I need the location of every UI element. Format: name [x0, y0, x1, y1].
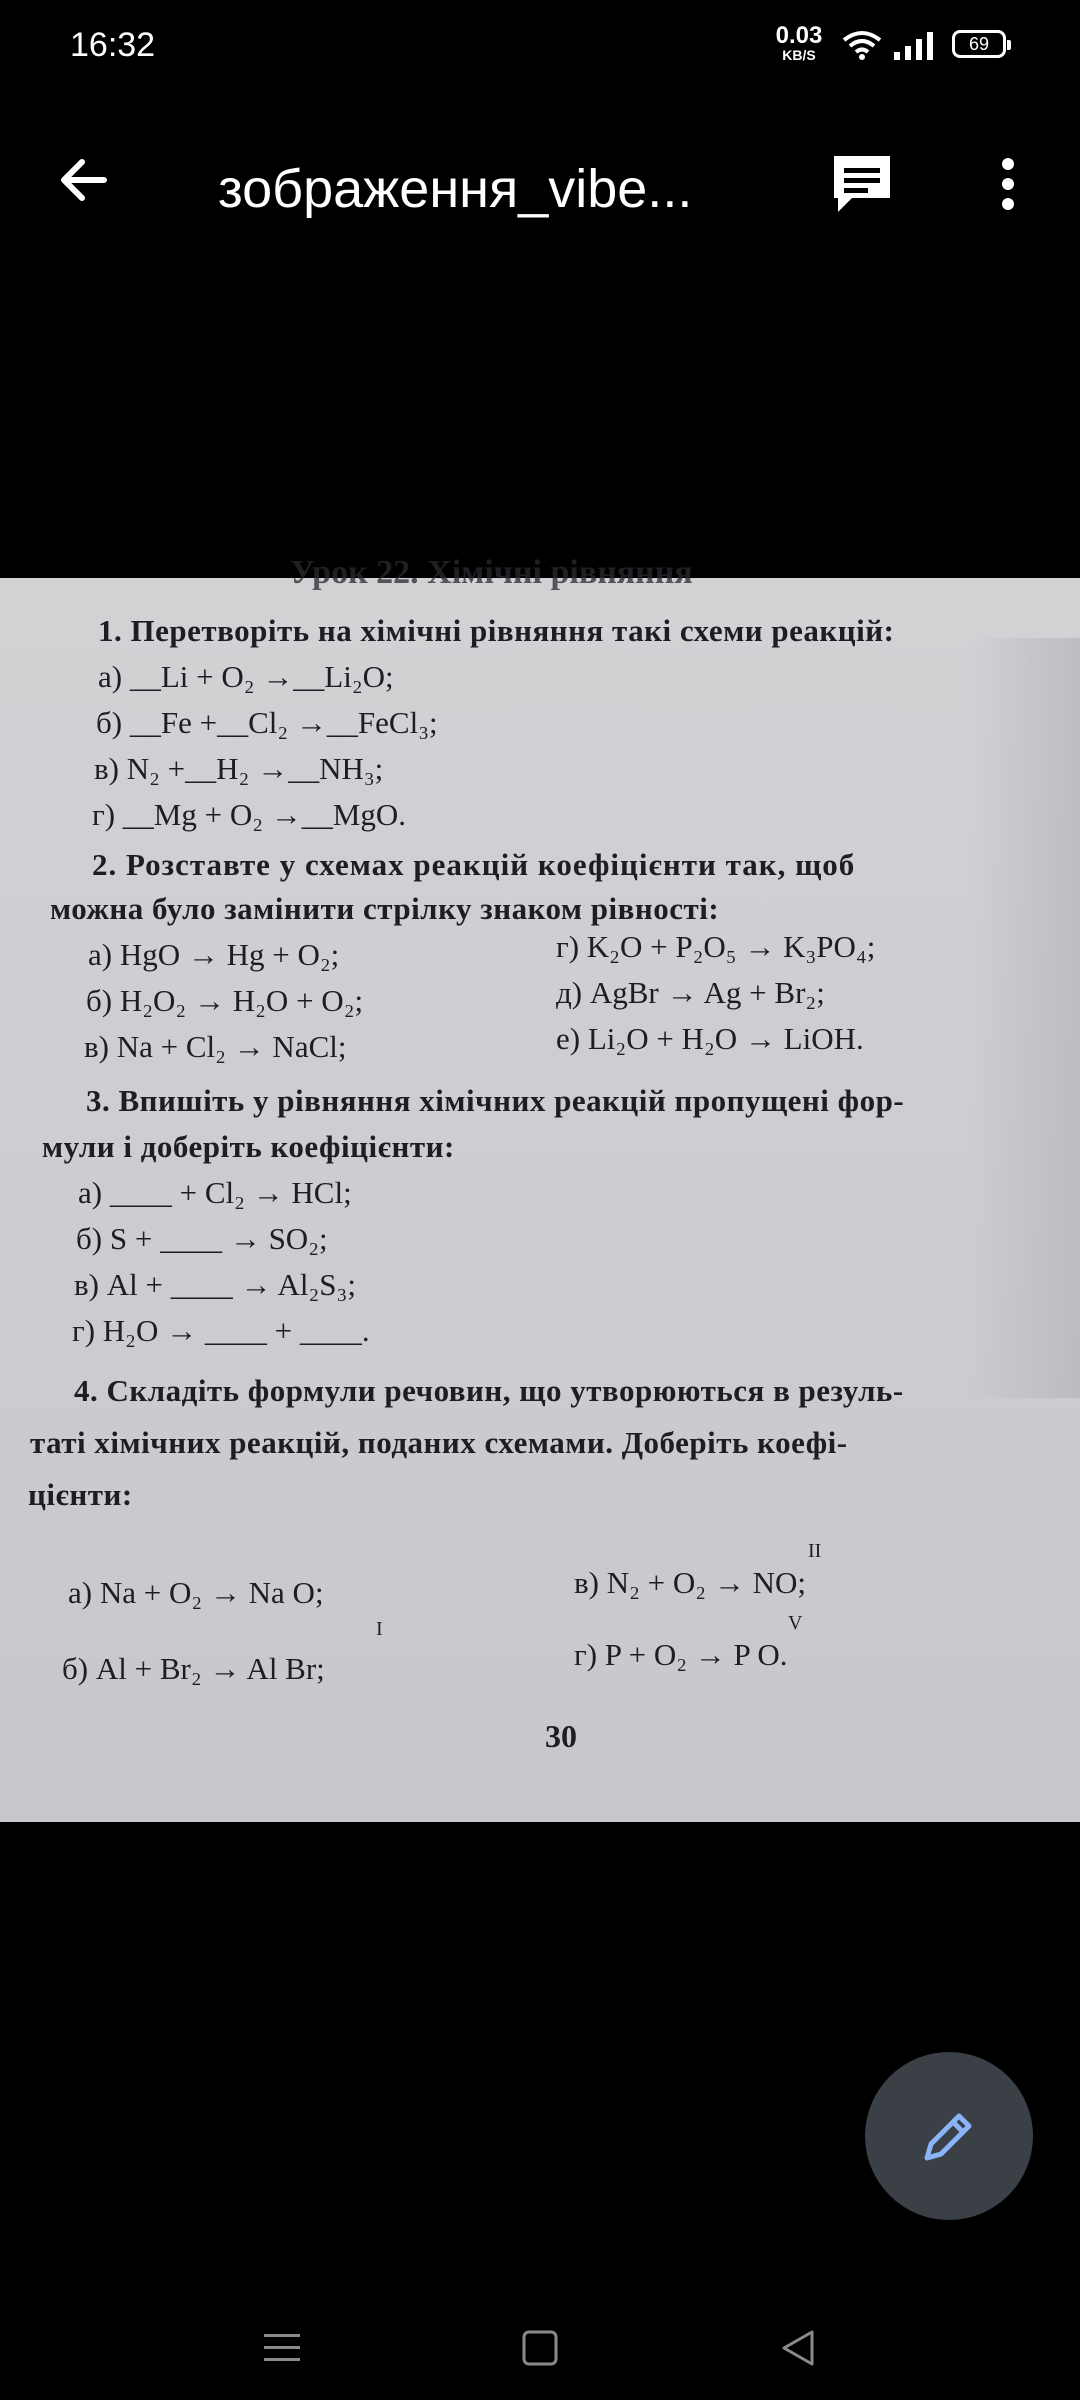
pencil-icon [915, 2102, 983, 2170]
task4-title-line3: цієнти: [28, 1477, 133, 1512]
network-speed [770, 24, 828, 62]
status-bar [0, 0, 1080, 96]
menu-icon [252, 2318, 312, 2378]
task3-item-v: в) Al + ____ → Al₂S₃; [74, 1267, 356, 1302]
home-button[interactable] [510, 2318, 570, 2378]
valence-mark-I: I [376, 1618, 383, 1640]
edit-button[interactable] [865, 2052, 1033, 2220]
triangle-left-icon [768, 2318, 828, 2378]
battery-icon [952, 30, 1006, 58]
task1-item-g: г) __Mg + O₂ →__MgO. [92, 797, 406, 832]
task2-title-line2: можна було замінити стрілку знаком рівності: [50, 891, 720, 926]
square-icon [510, 2318, 570, 2378]
page-heading-cut: Урок 22. Хімічні рівняння [290, 554, 693, 591]
task2-item-g: г) K₂O + P₂O₅ → K₃PO₄; [556, 929, 876, 964]
task4-item-a: а) Na + O₂ → Na O; [68, 1575, 324, 1610]
task3-item-g: г) H₂O → ____ + ____. [72, 1313, 370, 1348]
comment-icon [826, 148, 898, 220]
task3-item-a: а) ____ + Cl₂ → HCl; [78, 1175, 352, 1210]
task2-item-d: д) AgBr → Ag + Br₂; [556, 975, 825, 1010]
task3-title-line2: мули і доберіть коефіцієнти: [42, 1129, 455, 1164]
task4-title-line1: 4. Складіть формули речовин, що утворюються в резуль- [74, 1373, 904, 1408]
task3-item-b: б) S + ____ → SO₂; [76, 1221, 328, 1256]
task2-item-v: в) Na + Cl₂ → NaCl; [84, 1029, 347, 1064]
task3-title-line1: 3. Впишіть у рівняння хімічних реакцій пропущені фор- [86, 1083, 905, 1118]
network-speed-value: 0.03 [775, 22, 823, 49]
valence-mark-V: V [788, 1612, 803, 1634]
bleed-through-shadow [970, 638, 1080, 1398]
task1-item-b: б) __Fe +__Cl₂ →__FeCl₃; [96, 705, 438, 740]
task1-item-a: а) __Li + O₂ →__Li₂O; [98, 659, 394, 694]
task4-item-v: в) N₂ + O₂ → NO; [574, 1565, 806, 1600]
photo-image [0, 554, 1080, 1822]
more-options-button[interactable] [978, 148, 1038, 220]
app-bar [0, 120, 1080, 240]
signal-icon [892, 30, 936, 60]
wifi-icon [842, 30, 882, 60]
file-title: зображення_vibe... [218, 159, 693, 219]
network-speed-unit: KB/S [782, 47, 816, 63]
task1-title: 1. Перетворіть на хімічні рівняння такі схеми реакцій: [98, 613, 895, 648]
task4-item-g: г) P + O₂ → P O. [574, 1637, 788, 1672]
task2-item-b: б) H₂O₂ → H₂O + O₂; [86, 983, 364, 1018]
comment-button[interactable] [826, 148, 898, 220]
more-vertical-icon [978, 148, 1038, 220]
task1-item-v: в) N₂ +__H₂ →__NH₃; [94, 751, 384, 786]
system-back-button[interactable] [768, 2318, 828, 2378]
battery-level: 69 [968, 34, 990, 54]
task2-title-line1: 2. Розставте у схемах реакцій коефіцієнти так, щоб [92, 847, 856, 882]
valence-mark-II: II [808, 1540, 822, 1562]
task2-item-e: е) Li₂O + H₂O → LiOH. [556, 1021, 864, 1056]
arrow-left-icon [52, 148, 116, 212]
recent-apps-button[interactable] [252, 2318, 312, 2378]
task4-title-line2: таті хімічних реакцій, поданих схемами. Доберіть коефі- [30, 1425, 848, 1460]
status-time: 16:32 [70, 26, 156, 64]
page-number: 30 [545, 1718, 577, 1754]
task4-item-b: б) Al + Br₂ → Al Br; [62, 1651, 325, 1686]
navigation-bar [0, 2290, 1080, 2400]
back-button[interactable] [52, 148, 116, 212]
task2-item-a: а) HgO → Hg + O₂; [88, 937, 340, 972]
